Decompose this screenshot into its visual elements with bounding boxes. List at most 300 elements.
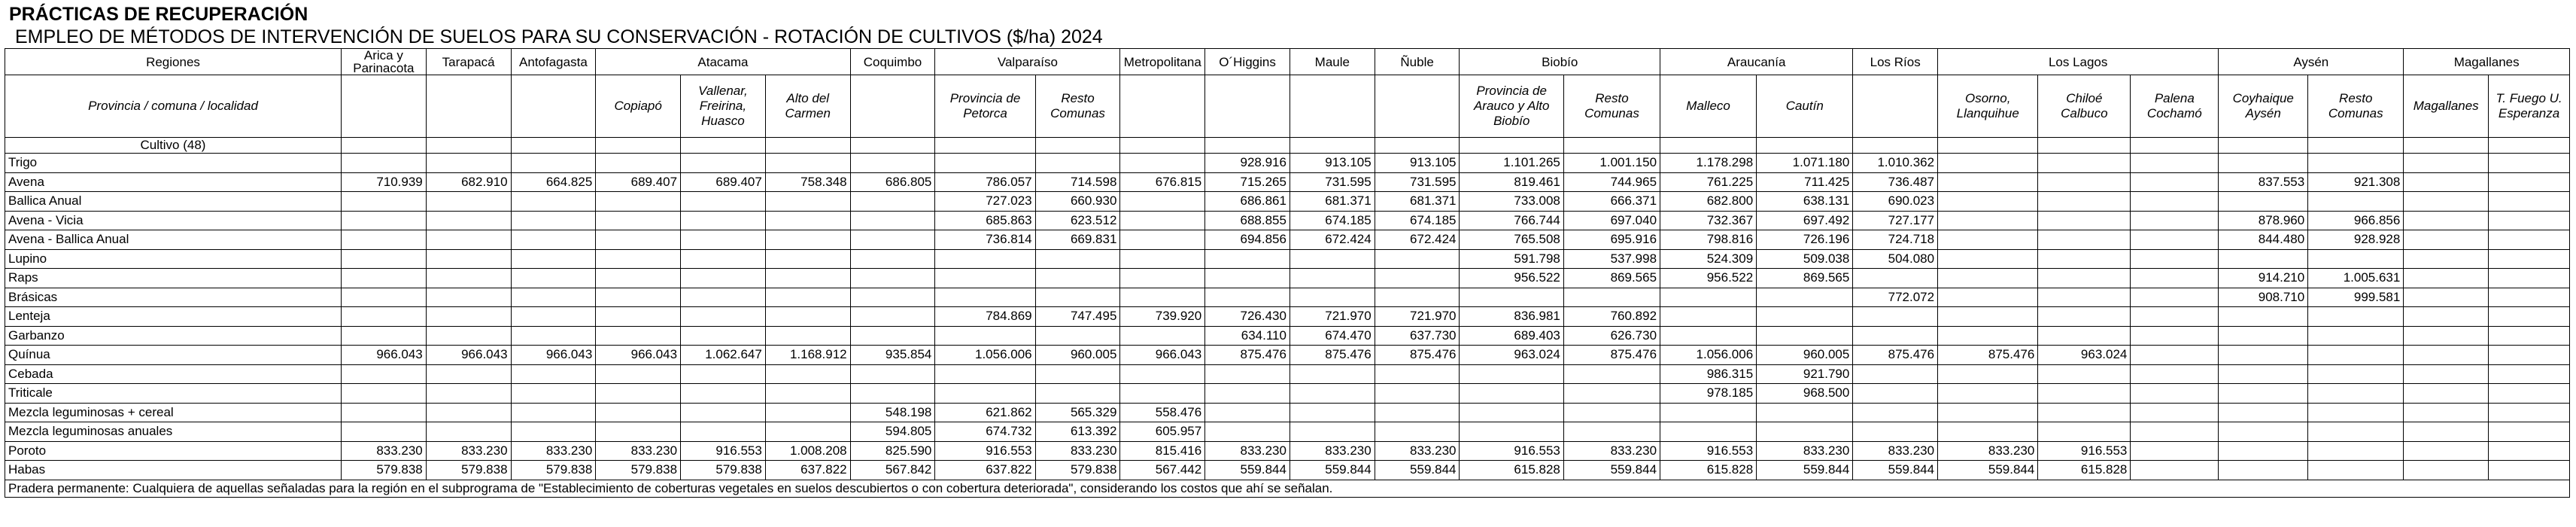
cost-cell: 579.838 — [1035, 461, 1120, 480]
cost-cell — [1938, 288, 2038, 307]
cost-cell — [2308, 461, 2404, 480]
cost-cell — [935, 269, 1035, 288]
subregion-header — [1120, 75, 1205, 138]
cost-cell — [1120, 384, 1205, 404]
cost-cell — [2308, 192, 2404, 212]
cost-cell — [850, 269, 935, 288]
cost-cell — [596, 211, 681, 230]
crop-name: Lupino — [5, 249, 342, 269]
cost-cell: 784.869 — [935, 307, 1035, 327]
crop-name: Garbanzo — [5, 326, 342, 346]
cost-cell — [2308, 154, 2404, 173]
cost-cell — [426, 326, 511, 346]
cost-cell — [1938, 307, 2038, 327]
cost-cell: 833.230 — [1035, 441, 1120, 461]
cost-cell — [511, 154, 596, 173]
cost-cell — [1290, 269, 1375, 288]
cost-cell — [765, 326, 850, 346]
cost-cell: 963.024 — [2038, 346, 2131, 365]
cost-cell — [2038, 230, 2131, 250]
cost-cell: 1.005.631 — [2308, 269, 2404, 288]
cost-cell — [2219, 403, 2308, 422]
cost-cell — [2404, 403, 2489, 422]
cost-cell: 613.392 — [1035, 422, 1120, 442]
cost-cell — [850, 154, 935, 173]
cost-cell — [342, 192, 427, 212]
cost-cell: 935.854 — [850, 346, 935, 365]
cost-cell — [765, 422, 850, 442]
cost-cell — [596, 288, 681, 307]
subregion-header-row — [5, 75, 2570, 138]
cost-cell — [511, 192, 596, 212]
cost-cell — [2131, 403, 2219, 422]
table-row — [5, 192, 2570, 212]
cost-cell — [1938, 422, 2038, 442]
cost-cell — [1853, 326, 1938, 346]
cost-cell: 579.838 — [596, 461, 681, 480]
cost-cell — [1853, 384, 1938, 404]
cost-cell: 615.828 — [1460, 461, 1563, 480]
cost-cell — [2489, 230, 2570, 250]
cost-cell — [850, 192, 935, 212]
cost-cell — [2404, 269, 2489, 288]
cost-cell — [2038, 422, 2131, 442]
provincia-label: Provincia / comuna / localidad — [5, 75, 342, 138]
subregion-header: Osorno, Llanquihue — [1938, 75, 2038, 138]
cost-cell: 732.367 — [1660, 211, 1757, 230]
cost-cell — [342, 154, 427, 173]
cost-cell — [2308, 364, 2404, 384]
region-header: Los Ríos — [1853, 49, 1938, 75]
region-header: Ñuble — [1375, 49, 1460, 75]
cost-cell — [2489, 307, 2570, 327]
subregion-header: Magallanes — [2404, 75, 2489, 138]
cost-cell — [342, 307, 427, 327]
cost-cell: 697.492 — [1757, 211, 1853, 230]
cost-cell — [1120, 288, 1205, 307]
cost-cell — [1460, 384, 1563, 404]
cost-cell: 688.855 — [1205, 211, 1290, 230]
cost-cell — [1120, 249, 1205, 269]
cost-cell: 637.822 — [765, 461, 850, 480]
cost-cell — [681, 211, 766, 230]
subregion-header: Resto Comunas — [1563, 75, 1660, 138]
cost-cell — [1938, 326, 2038, 346]
empty-cell — [1563, 138, 1660, 154]
empty-cell — [1757, 138, 1853, 154]
cost-cell — [850, 288, 935, 307]
cost-cell — [2404, 211, 2489, 230]
cost-cell — [1563, 288, 1660, 307]
cost-cell — [765, 403, 850, 422]
subregion-header — [1290, 75, 1375, 138]
cost-cell: 928.928 — [2308, 230, 2404, 250]
cost-cell: 537.998 — [1563, 249, 1660, 269]
cost-cell: 674.470 — [1290, 326, 1375, 346]
subregion-header: Palena Cochamó — [2131, 75, 2219, 138]
cost-cell — [2131, 154, 2219, 173]
cost-cell: 605.957 — [1120, 422, 1205, 442]
empty-cell — [2038, 138, 2131, 154]
page-title: PRÁCTICAS DE RECUPERACIÓN — [9, 4, 308, 25]
cost-cell: 1.056.006 — [1660, 346, 1757, 365]
cost-cell — [1205, 364, 1290, 384]
cost-cell — [2489, 192, 2570, 212]
cost-cell — [2404, 364, 2489, 384]
page-subtitle: EMPLEO DE MÉTODOS DE INTERVENCIÓN DE SUELOS PARA SU CONSERVACIÓN - ROTACIÓN DE CULTIVOS ($/ha) 2024 — [15, 26, 1103, 47]
cost-cell — [1563, 403, 1660, 422]
empty-cell — [2219, 138, 2308, 154]
cost-cell — [1035, 269, 1120, 288]
costs-table — [5, 48, 2570, 498]
cost-cell: 579.838 — [511, 461, 596, 480]
cost-cell: 1.010.362 — [1853, 154, 1938, 173]
cost-cell: 844.480 — [2219, 230, 2308, 250]
cost-cell — [1375, 403, 1460, 422]
cost-cell: 928.916 — [1205, 154, 1290, 173]
region-header: Magallanes — [2404, 49, 2570, 75]
cost-cell — [1938, 192, 2038, 212]
empty-cell — [511, 138, 596, 154]
region-header: Biobío — [1460, 49, 1660, 75]
cost-cell: 694.856 — [1205, 230, 1290, 250]
cost-cell — [2489, 172, 2570, 192]
subregion-header — [1853, 75, 1938, 138]
empty-cell — [596, 138, 681, 154]
cost-cell — [2308, 403, 2404, 422]
table-row — [5, 326, 2570, 346]
cost-cell: 914.210 — [2219, 269, 2308, 288]
cost-cell — [765, 154, 850, 173]
cost-cell — [2404, 192, 2489, 212]
cost-cell — [511, 326, 596, 346]
region-header: Los Lagos — [1938, 49, 2219, 75]
cost-cell — [1938, 384, 2038, 404]
footnote: Pradera permanente: Cualquiera de aquellas señaladas para la región en el subprograma de "Establecimiento de coberturas vegetales en suelos descubiertos o con cobertura deteriorada", considerando los costos que ahí se señalan. — [5, 480, 2570, 497]
cost-cell: 736.487 — [1853, 172, 1938, 192]
cost-cell — [2131, 192, 2219, 212]
cost-cell: 674.732 — [935, 422, 1035, 442]
subregion-header: Resto Comunas — [2308, 75, 2404, 138]
cost-cell — [2038, 364, 2131, 384]
cost-cell — [681, 269, 766, 288]
cost-cell: 579.838 — [342, 461, 427, 480]
crop-name: Quínua — [5, 346, 342, 365]
cost-cell — [342, 326, 427, 346]
cost-cell — [1938, 154, 2038, 173]
cost-cell — [596, 384, 681, 404]
cost-cell — [2131, 326, 2219, 346]
cost-cell — [1375, 288, 1460, 307]
cost-cell: 685.863 — [935, 211, 1035, 230]
cost-cell: 833.230 — [1938, 441, 2038, 461]
cost-cell — [850, 307, 935, 327]
cost-cell: 714.598 — [1035, 172, 1120, 192]
empty-cell — [681, 138, 766, 154]
empty-cell — [1938, 138, 2038, 154]
cost-cell — [2404, 154, 2489, 173]
cost-cell: 676.815 — [1120, 172, 1205, 192]
cost-cell: 524.309 — [1660, 249, 1757, 269]
cost-cell — [1660, 403, 1757, 422]
cost-cell — [2308, 326, 2404, 346]
cost-cell — [681, 384, 766, 404]
cost-cell: 715.265 — [1205, 172, 1290, 192]
cost-cell: 638.131 — [1757, 192, 1853, 212]
cost-cell: 833.230 — [1375, 441, 1460, 461]
cost-cell — [426, 364, 511, 384]
crop-name: Ballica Anual — [5, 192, 342, 212]
cost-cell — [1660, 326, 1757, 346]
cost-cell — [2038, 269, 2131, 288]
cost-cell — [596, 403, 681, 422]
cost-cell — [1120, 154, 1205, 173]
cost-cell: 875.476 — [1938, 346, 2038, 365]
cost-cell — [342, 384, 427, 404]
cost-cell — [850, 230, 935, 250]
cost-cell — [2038, 288, 2131, 307]
subregion-header: Malleco — [1660, 75, 1757, 138]
cost-cell — [596, 249, 681, 269]
cost-cell — [1375, 269, 1460, 288]
crop-name: Mezcla leguminosas + cereal — [5, 403, 342, 422]
cost-cell — [2038, 384, 2131, 404]
cost-cell: 999.581 — [2308, 288, 2404, 307]
cost-cell: 833.230 — [1563, 441, 1660, 461]
cost-cell: 875.476 — [1853, 346, 1938, 365]
cost-cell — [2131, 422, 2219, 442]
cost-cell — [2131, 211, 2219, 230]
cost-cell — [2038, 172, 2131, 192]
region-header-row — [5, 49, 2570, 75]
cost-cell — [2219, 307, 2308, 327]
cost-cell: 1.008.208 — [765, 441, 850, 461]
cost-cell — [1660, 288, 1757, 307]
cost-cell — [2489, 346, 2570, 365]
cost-cell: 637.822 — [935, 461, 1035, 480]
subregion-header: Copiapó — [596, 75, 681, 138]
region-header: Maule — [1290, 49, 1375, 75]
cost-cell — [1563, 384, 1660, 404]
table-row — [5, 307, 2570, 327]
cost-cell — [2038, 403, 2131, 422]
cost-cell: 726.430 — [1205, 307, 1290, 327]
cost-cell — [765, 211, 850, 230]
empty-cell — [1120, 138, 1205, 154]
cost-cell — [1290, 384, 1375, 404]
empty-cell — [2131, 138, 2219, 154]
cost-cell — [1035, 326, 1120, 346]
cost-cell — [2489, 326, 2570, 346]
cost-cell: 559.844 — [1205, 461, 1290, 480]
cost-cell: 559.844 — [1938, 461, 2038, 480]
cost-cell: 579.838 — [426, 461, 511, 480]
cost-cell: 567.842 — [850, 461, 935, 480]
cost-cell: 727.177 — [1853, 211, 1938, 230]
cost-cell — [2489, 364, 2570, 384]
cost-cell: 966.043 — [1120, 346, 1205, 365]
cost-cell — [765, 230, 850, 250]
empty-cell — [1290, 138, 1375, 154]
cost-cell: 956.522 — [1660, 269, 1757, 288]
cost-cell — [1460, 403, 1563, 422]
cost-cell — [681, 422, 766, 442]
cost-cell — [1035, 154, 1120, 173]
cost-cell — [681, 154, 766, 173]
crop-name: Cebada — [5, 364, 342, 384]
cost-cell: 660.930 — [1035, 192, 1120, 212]
cost-cell — [426, 192, 511, 212]
crop-name: Lenteja — [5, 307, 342, 327]
cost-cell — [1563, 422, 1660, 442]
cost-cell: 731.595 — [1375, 172, 1460, 192]
cost-cell — [2219, 364, 2308, 384]
cost-cell — [2404, 230, 2489, 250]
crop-name: Mezcla leguminosas anuales — [5, 422, 342, 442]
cost-cell — [2489, 441, 2570, 461]
cost-cell — [1035, 364, 1120, 384]
cost-cell — [596, 230, 681, 250]
cost-cell — [2219, 384, 2308, 404]
subregion-header — [1375, 75, 1460, 138]
cost-cell — [2131, 249, 2219, 269]
cost-cell: 747.495 — [1035, 307, 1120, 327]
cost-cell: 786.057 — [935, 172, 1035, 192]
cost-cell: 674.185 — [1375, 211, 1460, 230]
cost-cell: 978.185 — [1660, 384, 1757, 404]
cost-cell — [2308, 249, 2404, 269]
cost-cell: 968.500 — [1757, 384, 1853, 404]
cost-cell — [342, 403, 427, 422]
cost-cell — [1938, 269, 2038, 288]
subregion-header — [426, 75, 511, 138]
cost-cell — [2131, 346, 2219, 365]
cost-cell — [1460, 364, 1563, 384]
cost-cell — [1375, 364, 1460, 384]
subregion-header: Alto del Carmen — [765, 75, 850, 138]
subregion-header: Cautín — [1757, 75, 1853, 138]
empty-cell — [1660, 138, 1757, 154]
cost-cell — [2219, 192, 2308, 212]
empty-cell — [1853, 138, 1938, 154]
cost-cell — [1290, 403, 1375, 422]
cost-cell — [426, 307, 511, 327]
cost-cell — [2219, 346, 2308, 365]
cost-cell: 921.308 — [2308, 172, 2404, 192]
cost-cell — [1938, 364, 2038, 384]
cost-cell — [2131, 364, 2219, 384]
table-row — [5, 364, 2570, 384]
cost-cell: 986.315 — [1660, 364, 1757, 384]
cost-cell: 565.329 — [1035, 403, 1120, 422]
cost-cell: 966.043 — [511, 346, 596, 365]
subregion-header — [850, 75, 935, 138]
cost-cell — [681, 326, 766, 346]
empty-cell — [1460, 138, 1563, 154]
spreadsheet — [5, 3, 2570, 498]
cost-cell — [426, 154, 511, 173]
cost-cell — [2219, 422, 2308, 442]
cost-cell — [935, 326, 1035, 346]
cost-cell — [1120, 364, 1205, 384]
cost-cell — [1290, 422, 1375, 442]
cost-cell: 913.105 — [1290, 154, 1375, 173]
cost-cell — [935, 249, 1035, 269]
cost-cell — [1120, 230, 1205, 250]
cost-cell — [426, 384, 511, 404]
cost-cell — [1035, 384, 1120, 404]
cost-cell — [596, 326, 681, 346]
subregion-header: Provincia de Arauco y Alto Biobío — [1460, 75, 1563, 138]
cost-cell — [681, 192, 766, 212]
cost-cell — [2038, 154, 2131, 173]
cost-cell — [1563, 364, 1660, 384]
cost-cell: 637.730 — [1375, 326, 1460, 346]
table-row — [5, 211, 2570, 230]
cost-cell — [2038, 192, 2131, 212]
cost-cell — [2489, 154, 2570, 173]
cost-cell: 833.230 — [1853, 441, 1938, 461]
empty-cell — [342, 138, 427, 154]
cost-cell — [2038, 326, 2131, 346]
cost-cell: 960.005 — [1757, 346, 1853, 365]
cost-cell: 1.071.180 — [1757, 154, 1853, 173]
cost-cell — [935, 384, 1035, 404]
cost-cell — [1205, 422, 1290, 442]
cost-cell — [511, 269, 596, 288]
crop-name: Habas — [5, 461, 342, 480]
cost-cell — [2038, 211, 2131, 230]
cost-cell — [511, 288, 596, 307]
cost-cell: 681.371 — [1290, 192, 1375, 212]
cost-cell — [1757, 422, 1853, 442]
region-header: Tarapacá — [426, 49, 511, 75]
cost-cell — [2404, 461, 2489, 480]
cost-cell: 908.710 — [2219, 288, 2308, 307]
region-header: Atacama — [596, 49, 850, 75]
cost-cell: 733.008 — [1460, 192, 1563, 212]
cost-cell: 559.844 — [1290, 461, 1375, 480]
table-row — [5, 422, 2570, 442]
cost-cell — [2131, 461, 2219, 480]
cost-cell — [596, 269, 681, 288]
empty-cell — [2489, 138, 2570, 154]
cost-cell: 833.230 — [426, 441, 511, 461]
cost-cell — [426, 288, 511, 307]
cost-cell: 837.553 — [2219, 172, 2308, 192]
cost-cell — [1460, 422, 1563, 442]
cost-cell — [2219, 154, 2308, 173]
cost-cell — [426, 249, 511, 269]
cost-cell — [1290, 249, 1375, 269]
crop-name: Brásicas — [5, 288, 342, 307]
cost-cell — [681, 364, 766, 384]
cost-cell — [2131, 230, 2219, 250]
cost-cell: 916.553 — [1460, 441, 1563, 461]
cost-cell: 615.828 — [1660, 461, 1757, 480]
cost-cell — [426, 403, 511, 422]
cost-cell — [2131, 384, 2219, 404]
cost-cell: 875.476 — [1205, 346, 1290, 365]
cost-cell — [2404, 307, 2489, 327]
cultivo-label: Cultivo (48) — [5, 138, 342, 154]
cost-cell — [2308, 441, 2404, 461]
cost-cell — [850, 326, 935, 346]
cost-cell — [935, 288, 1035, 307]
cost-cell: 634.110 — [1205, 326, 1290, 346]
cost-cell: 504.080 — [1853, 249, 1938, 269]
region-header: Coquimbo — [850, 49, 935, 75]
